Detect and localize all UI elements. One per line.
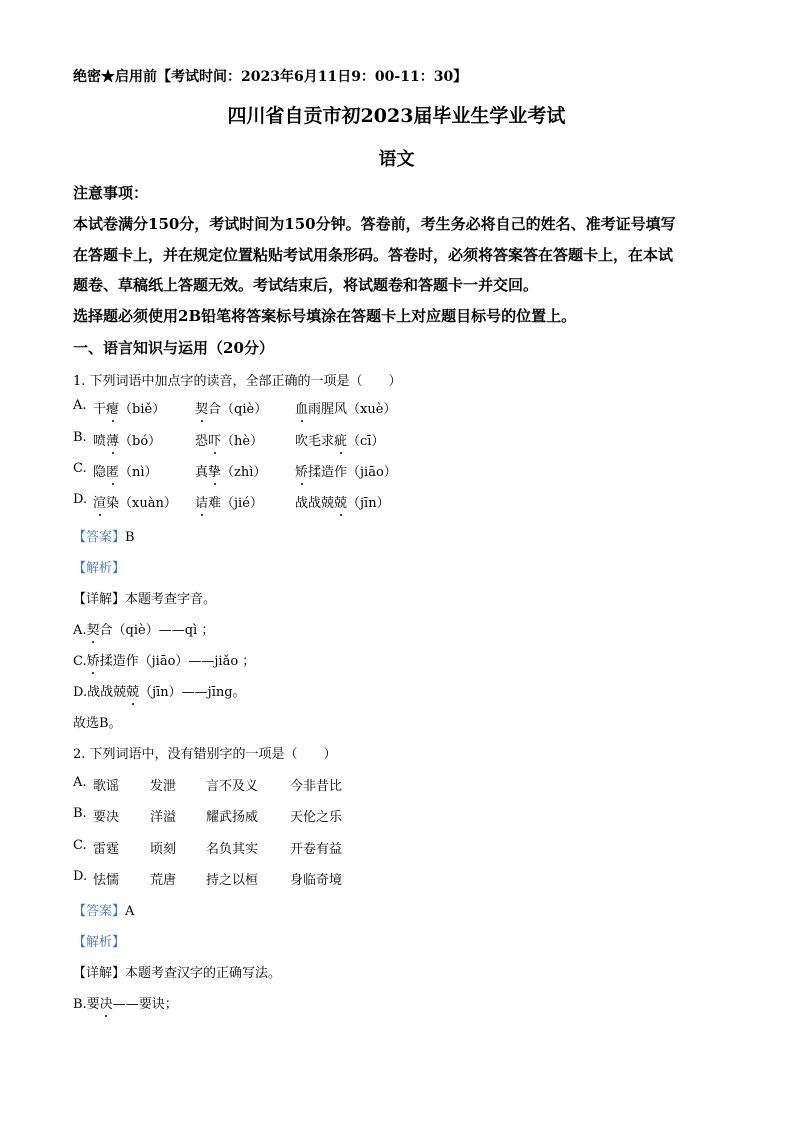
detail-text: 本题考查汉字的正确写法。 [125,966,282,981]
option-item [295,461,397,480]
text-segment: 战战兢 [295,496,335,511]
dotted-character: 疵 [334,430,347,449]
option-label: C. [73,461,87,476]
option-item: 发泄 [150,779,177,794]
option-item [195,492,263,511]
option-item [93,461,158,480]
answer-tag: 【答案】 [73,904,126,919]
text-segment: 揉造作（jiāo）——jiǎo ； [99,654,256,669]
text-segment: 揉造作（jiāo） [308,465,397,480]
question-1-stem: 1. 下列词语中加点字的读音，全部正确的一项是（ ） [73,374,402,389]
option-item [295,430,384,449]
explanation-line [73,993,178,1012]
option-item [93,430,161,449]
notice-heading: 注意事项： [73,184,149,202]
option-item: 名负其实 [206,842,259,857]
text-segment: 难（jié） [208,496,263,511]
dotted-character: 渲 [93,492,106,511]
explanation-line [73,650,255,669]
dotted-character: 吓 [208,430,221,449]
detail-tag: 【详解】 [73,592,126,607]
dotted-character: 诘 [195,492,208,511]
option-label: D. [73,492,88,507]
answer-value: A [125,904,135,919]
subject-title: 语文 [378,149,415,170]
detail-line [73,588,216,607]
answer-line [73,900,134,919]
text-segment: （biě） [119,402,166,417]
text-segment: D.战战兢 [73,685,127,700]
conclusion: 故选B。 [73,716,122,731]
option-item: 持之以桓 [206,873,259,888]
dotted-character: 薄 [106,430,119,449]
text-segment: （zhì） [221,465,267,480]
explanation-line [73,619,214,638]
text-segment: 雨腥风（xuè） [308,402,397,417]
option-item: 洋溢 [150,810,177,825]
option-item: 开卷有益 [290,842,343,857]
text-segment: 喷 [93,434,107,449]
answer-tag: 【答案】 [73,530,126,545]
answer-line [73,526,135,545]
option-item [195,461,266,480]
option-item: 言不及义 [206,779,259,794]
text-segment: 真 [195,465,209,480]
notice-line: 在答题卡上，并在规定位置粘贴考试用条形码。答卷时，必须将答案答在答题卡上，在本试 [73,246,674,264]
dotted-character: 匿 [106,461,119,480]
text-segment: A. [73,623,87,638]
analysis-tag: 【解析】 [73,935,126,950]
text-segment: 合（qiè）——qì ； [99,623,215,638]
option-item [295,492,390,511]
option-label: B. [73,806,87,821]
text-segment: 干 [93,402,107,417]
text-segment: B.要 [73,997,100,1012]
option-item [295,398,396,417]
option-label: A. [73,775,87,790]
option-item [195,398,267,417]
option-item: 身临奇境 [290,873,343,888]
text-segment: 吹毛求 [295,434,335,449]
dotted-character: 决 [100,993,113,1012]
option-item: 荒唐 [150,873,177,888]
text-segment: 染（xuàn） [106,496,177,511]
option-item [93,492,177,511]
text-segment: （bó） [119,434,162,449]
text-segment: 恐 [195,434,209,449]
text-segment: C. [73,654,87,669]
notice-line: 选择题必须使用2B铅笔将答案标号填涂在答题卡上对应题目标号的位置上。 [73,307,577,325]
dotted-character: 血 [295,398,308,417]
dotted-character: 契 [87,619,100,638]
option-item: 雷霆 [93,842,120,857]
option-item: 要决 [93,810,120,825]
option-item: 天伦之乐 [290,810,343,825]
text-segment: （jīn）——jīng。 [139,685,246,700]
text-segment: （hè） [221,434,264,449]
question-2-stem: 2. 下列词语中，没有错别字的一项是（ ） [73,747,337,762]
dotted-character: 兢 [334,492,347,511]
secret-line: 绝密★启用前【考试时间：2023年6月11日9：00-11：30】 [73,69,468,85]
text-segment: （jīn） [347,496,390,511]
option-item: 怯懦 [93,873,120,888]
section-heading: 一、语言知识与运用（20分） [73,339,274,357]
option-item: 耀武扬威 [206,810,259,825]
option-label: A. [73,398,87,413]
option-item [195,430,263,449]
text-segment: 合（qiè） [208,402,268,417]
notice-line: 题卷、草稿纸上答题无效。考试结束后，将试题卷和答题卡一并交回。 [73,276,539,294]
dotted-character: 矫 [87,650,100,669]
text-segment: （cī） [347,434,385,449]
page-title: 四川省自贡市初2023届毕业生学业考试 [227,105,566,127]
option-label: C. [73,838,87,853]
option-label: D. [73,869,88,884]
analysis-tag: 【解析】 [73,561,126,576]
option-item [93,398,165,417]
answer-value: B [125,530,135,545]
dotted-character: 挚 [208,461,221,480]
option-label: B. [73,430,87,445]
text-segment: （nì） [119,465,158,480]
option-item: 顷刻 [150,842,177,857]
explanation-line [73,681,246,700]
detail-tag: 【详解】 [73,966,126,981]
detail-text: 本题考查字音。 [125,592,217,607]
option-item: 今非昔比 [290,779,343,794]
detail-line [73,962,281,981]
dotted-character: 契 [195,398,208,417]
dotted-character: 矫 [295,461,308,480]
dotted-character: 瘪 [106,398,119,417]
option-item: 歌谣 [93,779,120,794]
text-segment: 隐 [93,465,107,480]
dotted-character: 兢 [126,681,139,700]
text-segment: ——要诀； [112,997,178,1012]
notice-line: 本试卷满分150分，考试时间为150分钟。答卷前，考生务必将自己的姓名、准考证号填写 [73,215,676,233]
